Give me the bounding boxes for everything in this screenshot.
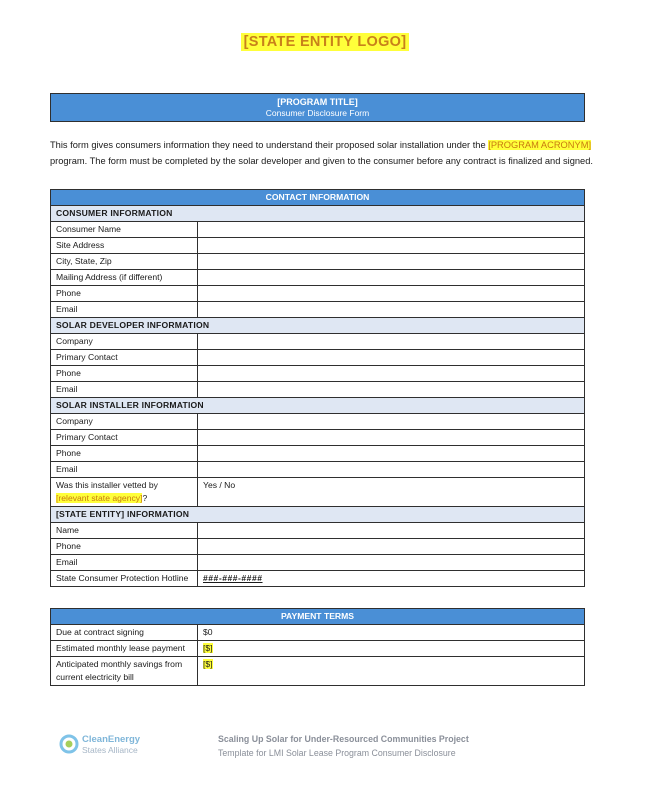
table-row	[51, 334, 585, 350]
table-row	[51, 555, 585, 571]
solar-installer-section: SOLAR INSTALLER INFORMATION	[51, 398, 585, 414]
state-phone-field[interactable]	[198, 539, 585, 555]
table-row	[51, 523, 585, 539]
city-state-zip-field[interactable]	[198, 254, 585, 270]
cesa-logo-icon	[58, 729, 168, 759]
installer-company-field[interactable]	[198, 414, 585, 430]
intro-text-2: program. The form must be completed by the solar developer and given to the consumer before any contract is finalized and signed.	[50, 156, 593, 166]
state-name-label: Name	[51, 523, 198, 539]
table-row	[51, 254, 585, 270]
site-address-label: Site Address	[51, 238, 198, 254]
contact-information-header: CONTACT INFORMATION	[51, 190, 585, 206]
intro-paragraph	[50, 137, 610, 169]
consumer-phone-label: Phone	[51, 286, 198, 302]
table-row	[51, 462, 585, 478]
monthly-savings-field[interactable]	[198, 657, 585, 686]
table-row	[51, 366, 585, 382]
vetted-suffix: ?	[142, 493, 148, 503]
intro-text-1: This form gives consumers information they need to understand their proposed solar installation under the	[50, 140, 489, 150]
table-row	[51, 641, 585, 657]
solar-developer-section: SOLAR DEVELOPER INFORMATION	[51, 318, 585, 334]
hotline-label: State Consumer Protection Hotline	[51, 571, 198, 587]
table-row	[51, 270, 585, 286]
table-row	[51, 539, 585, 555]
relevant-agency-placeholder: [relevant state agency]	[56, 493, 143, 503]
table-row	[51, 286, 585, 302]
developer-contact-label: Primary Contact	[51, 350, 198, 366]
state-entity-logo-placeholder: [STATE ENTITY LOGO]	[241, 33, 410, 51]
installer-contact-label: Primary Contact	[51, 430, 198, 446]
cesa-logo-line1: CleanEnergy	[82, 734, 141, 745]
table-row	[51, 430, 585, 446]
payment-terms-header: PAYMENT TERMS	[51, 609, 585, 625]
table-row	[51, 382, 585, 398]
mailing-address-field[interactable]	[198, 270, 585, 286]
table-row	[51, 238, 585, 254]
installer-phone-label: Phone	[51, 446, 198, 462]
state-name-field[interactable]	[198, 523, 585, 539]
monthly-savings-placeholder: [$]	[203, 659, 213, 669]
monthly-lease-label: Estimated monthly lease payment	[51, 641, 198, 657]
table-row	[51, 446, 585, 462]
program-title: [PROGRAM TITLE]	[277, 97, 358, 107]
state-entity-section: [STATE ENTITY] INFORMATION	[51, 507, 585, 523]
developer-email-label: Email	[51, 382, 198, 398]
program-acronym-placeholder: [PROGRAM ACRONYM]	[488, 140, 592, 150]
developer-phone-field[interactable]	[198, 366, 585, 382]
consumer-email-field[interactable]	[198, 302, 585, 318]
developer-company-label: Company	[51, 334, 198, 350]
installer-vetted-label	[51, 478, 198, 507]
monthly-lease-field[interactable]	[198, 641, 585, 657]
installer-vetted-field[interactable]: Yes / No	[198, 478, 585, 507]
site-address-field[interactable]	[198, 238, 585, 254]
due-at-signing-label: Due at contract signing	[51, 625, 198, 641]
title-box	[50, 93, 585, 122]
cesa-logo-line2: States Alliance	[82, 745, 138, 755]
installer-email-field[interactable]	[198, 462, 585, 478]
table-row	[51, 625, 585, 641]
contact-information-table	[50, 189, 585, 587]
developer-contact-field[interactable]	[198, 350, 585, 366]
mailing-address-label: Mailing Address (if different)	[51, 270, 198, 286]
developer-email-field[interactable]	[198, 382, 585, 398]
consumer-name-field[interactable]	[198, 222, 585, 238]
table-row	[51, 350, 585, 366]
monthly-lease-placeholder: [$]	[203, 643, 213, 653]
table-row	[51, 478, 585, 507]
installer-company-label: Company	[51, 414, 198, 430]
state-email-label: Email	[51, 555, 198, 571]
hotline-number: ###-###-####	[203, 573, 263, 583]
city-state-zip-label: City, State, Zip	[51, 254, 198, 270]
developer-company-field[interactable]	[198, 334, 585, 350]
vetted-prefix: Was this installer vetted by	[56, 480, 158, 490]
payment-terms-table	[50, 608, 585, 686]
table-row	[51, 414, 585, 430]
table-row	[51, 302, 585, 318]
monthly-savings-label: Anticipated monthly savings from current electricity bill	[51, 657, 198, 686]
state-email-field[interactable]	[198, 555, 585, 571]
installer-phone-field[interactable]	[198, 446, 585, 462]
logo-area	[0, 33, 650, 51]
table-row	[51, 657, 585, 686]
table-row	[51, 571, 585, 587]
form-name: Consumer Disclosure Form	[265, 108, 370, 118]
clean-energy-states-alliance-logo	[58, 729, 168, 759]
developer-phone-label: Phone	[51, 366, 198, 382]
consumer-information-section: CONSUMER INFORMATION	[51, 206, 585, 222]
state-phone-label: Phone	[51, 539, 198, 555]
footer-template: Template for LMI Solar Lease Program Consumer Disclosure	[218, 748, 456, 758]
consumer-email-label: Email	[51, 302, 198, 318]
due-at-signing-field[interactable]: $0	[198, 625, 585, 641]
consumer-name-label: Consumer Name	[51, 222, 198, 238]
table-row	[51, 222, 585, 238]
installer-contact-field[interactable]	[198, 430, 585, 446]
consumer-phone-field[interactable]	[198, 286, 585, 302]
footer-project: Scaling Up Solar for Under-Resourced Communities Project	[218, 734, 469, 744]
footer-text	[218, 732, 469, 760]
hotline-field[interactable]	[198, 571, 585, 587]
installer-email-label: Email	[51, 462, 198, 478]
